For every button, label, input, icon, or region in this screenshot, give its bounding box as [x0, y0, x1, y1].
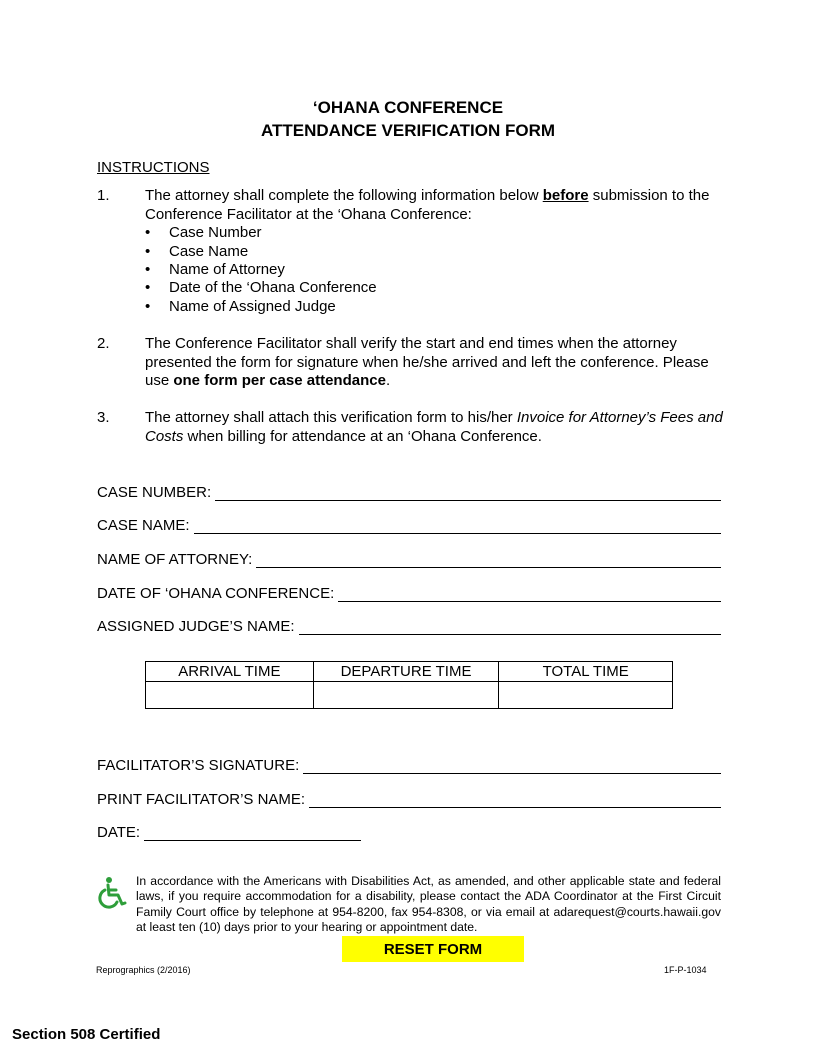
facilitator-print-name-field[interactable] — [309, 792, 721, 808]
attendance-times-table — [145, 661, 673, 709]
case-name-label: CASE NAME: — [97, 517, 190, 534]
form-title-line2: ATTENDANCE VERIFICATION FORM — [260, 121, 556, 140]
instruction-item-2 — [97, 335, 737, 391]
instruction-number: 1. — [97, 187, 110, 204]
conference-date-label: DATE OF ‘OHANA CONFERENCE: — [97, 585, 335, 602]
reprographics-note: Reprographics (2/2016) — [96, 965, 191, 975]
instruction-number: 3. — [97, 409, 110, 426]
judge-name-label: ASSIGNED JUDGE’S NAME: — [97, 618, 295, 635]
instruction-emphasis: before — [542, 187, 589, 204]
facilitator-signature-row — [97, 754, 721, 774]
instruction-item-1 — [97, 187, 737, 316]
instruction-text-part: when billing for attendance at an ‘Ohana Conference. — [183, 427, 542, 445]
list-item: • Name of Assigned Judge — [145, 298, 737, 316]
conference-date-row — [97, 582, 721, 602]
instruction-item-3 — [97, 409, 737, 446]
required-info-list — [145, 224, 737, 316]
instruction-text-part: The attorney shall attach this verification form to his/her — [145, 409, 517, 426]
instruction-text — [145, 409, 737, 446]
instruction-emphasis: Invoice for Attorney’s Fees and Costs — [145, 409, 723, 445]
section-508-label: Section 508 Certified — [12, 1026, 161, 1043]
departure-time-header: DEPARTURE TIME — [313, 662, 499, 682]
facilitator-print-name-label: PRINT FACILITATOR’S NAME: — [97, 791, 306, 808]
ada-notice: In accordance with the Americans with Disabilities Act, as amended, and other applicable state and federal laws, if you require accommodation for a disability, please contact the ADA Coordinator at the First Circuit Family Court office by telephone at 954-8200, fax 954-8308, or via email at adarequest@courts.hawaii.gov at least ten (10) days prior to your hearing or appointment date. — [136, 874, 721, 934]
departure-time-field[interactable] — [313, 682, 499, 709]
form-title-line1: ‘OHANA CONFERENCE — [312, 98, 504, 117]
case-name-row — [97, 514, 721, 534]
arrival-time-field[interactable] — [146, 682, 314, 709]
list-item: • Case Number — [145, 224, 737, 242]
judge-name-field[interactable] — [299, 619, 721, 635]
case-number-field[interactable] — [215, 485, 721, 501]
case-number-label: CASE NUMBER: — [97, 484, 212, 501]
attorney-name-label: NAME OF ATTORNEY: — [97, 551, 253, 568]
instruction-text — [145, 187, 737, 224]
list-item: • Date of the ‘Ohana Conference — [145, 279, 737, 297]
instruction-text — [145, 335, 737, 391]
attorney-name-field[interactable] — [256, 552, 721, 568]
list-item: • Case Name — [145, 243, 737, 261]
judge-name-row — [97, 615, 721, 635]
arrival-time-header: ARRIVAL TIME — [146, 662, 314, 682]
table-header-row — [146, 662, 673, 682]
total-time-header: TOTAL TIME — [499, 662, 673, 682]
case-number-row — [97, 481, 721, 501]
list-item: • Name of Attorney — [145, 261, 737, 279]
instruction-text-part: The attorney shall complete the following information below — [145, 187, 543, 204]
total-time-field[interactable] — [499, 682, 673, 709]
instruction-number: 2. — [97, 335, 110, 352]
facilitator-signature-field[interactable] — [303, 758, 721, 774]
facilitator-signature-label: FACILITATOR’S SIGNATURE: — [97, 757, 300, 774]
date-field[interactable] — [144, 825, 361, 841]
facilitator-print-name-row — [97, 788, 721, 808]
instructions-heading: INSTRUCTIONS — [97, 159, 210, 176]
date-label: DATE: — [97, 824, 141, 841]
date-row — [97, 821, 361, 841]
case-name-field[interactable] — [194, 518, 721, 534]
reset-form-button[interactable]: RESET FORM — [342, 936, 524, 962]
instruction-emphasis: one form per case attendance — [173, 372, 386, 390]
instruction-text-part: . — [385, 372, 391, 390]
wheelchair-icon — [96, 876, 129, 909]
form-number: 1F-P-1034 — [664, 965, 707, 975]
table-row — [146, 682, 673, 709]
instruction-text-part: The Conference Facilitator shall verify the start and end times when the attorney presented the form for signature when he/she arrived and left the conference. Please use — [145, 335, 709, 390]
conference-date-field[interactable] — [338, 586, 721, 602]
instruction-text-part: submission to the Conference Facilitator at the ‘Ohana Conference: — [145, 187, 710, 223]
attorney-name-row — [97, 548, 721, 568]
